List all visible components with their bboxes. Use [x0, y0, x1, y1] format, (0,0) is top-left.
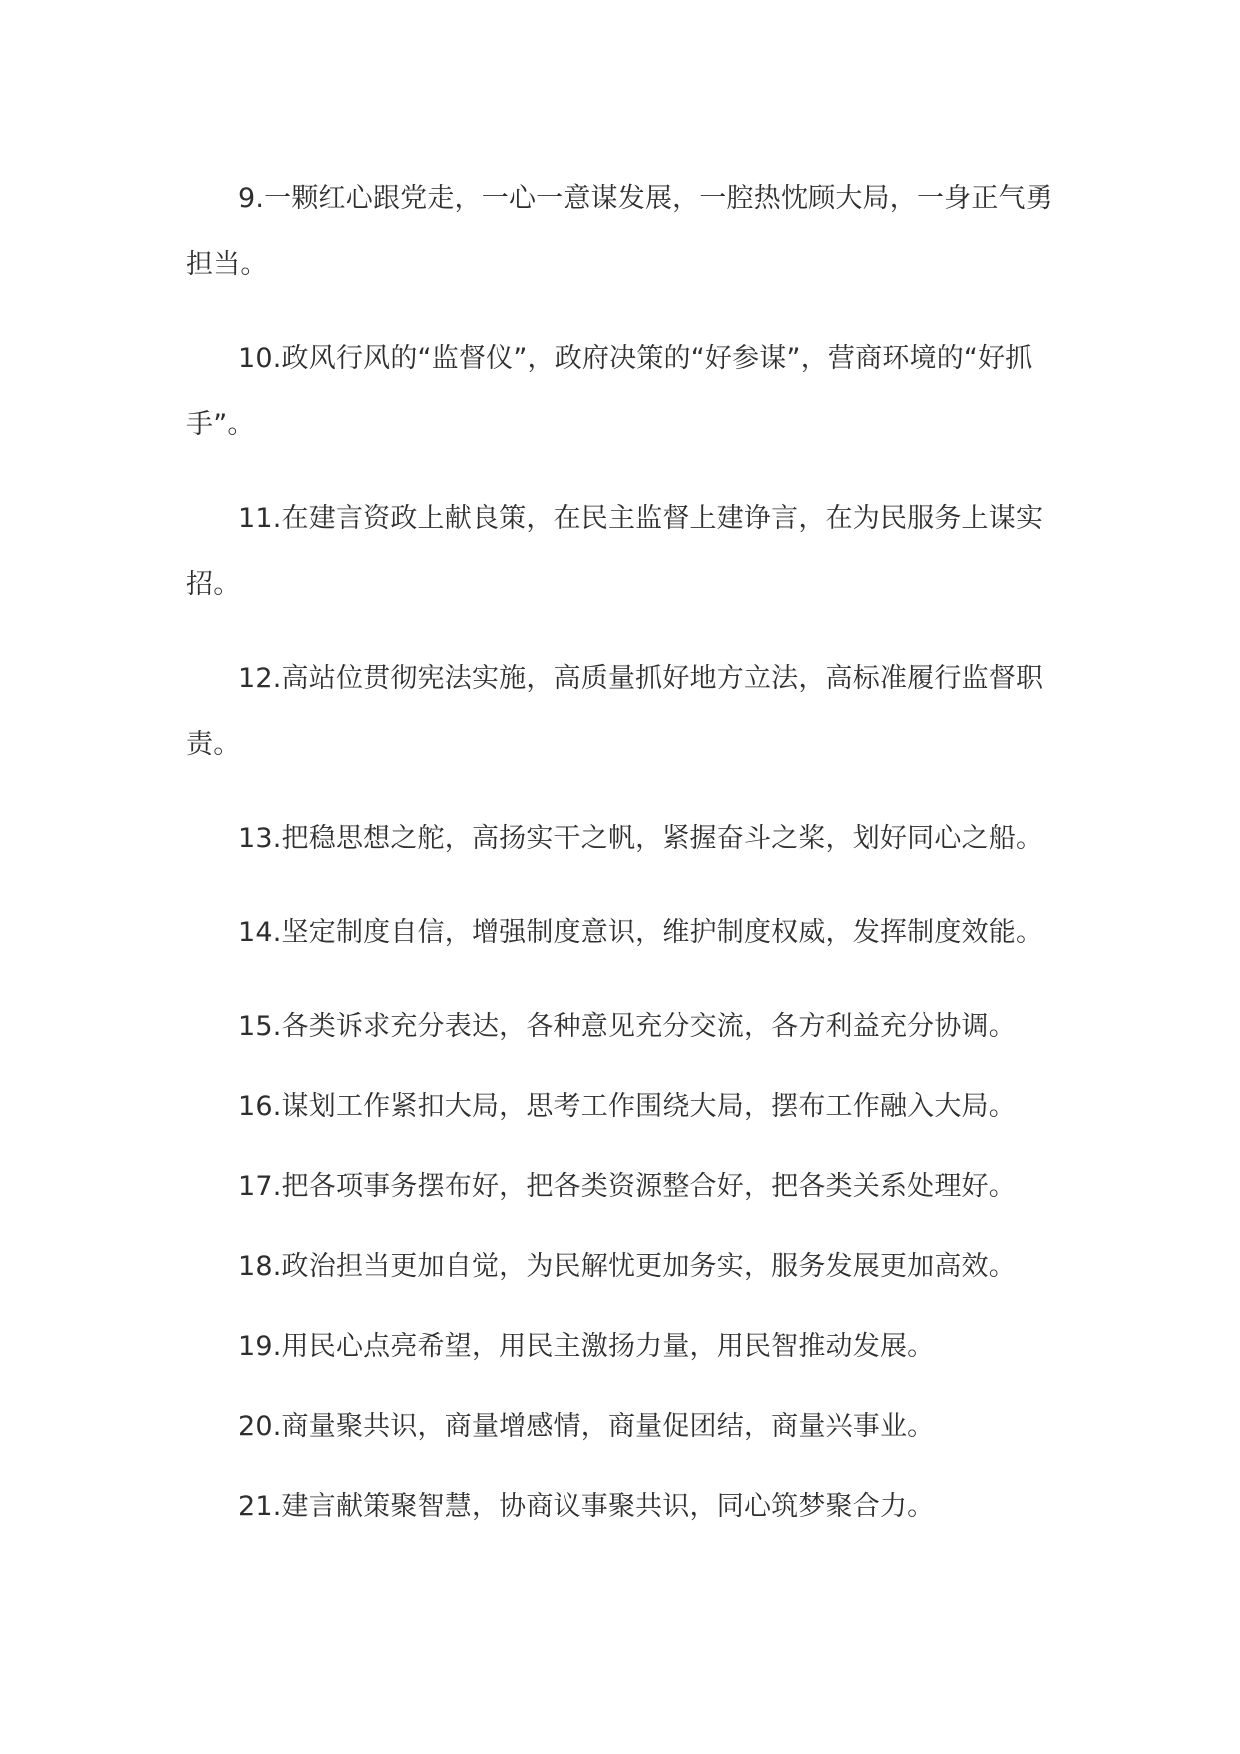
paragraph-17: 17.把各项事务摆布好，把各类资源整合好，把各类关系处理好。 — [238, 1171, 1016, 1202]
paragraph-14: 14.坚定制度自信，增强制度意识，维护制度权威，发挥制度效能。 — [238, 917, 1044, 948]
paragraph-9: 9.一颗红心跟党走，一心一意谋发展，一腔热忱顾大局，一身正气勇担当。 — [186, 183, 1053, 280]
paragraph-18: 18.政治担当更加自觉，为民解忧更加务实，服务发展更加高效。 — [238, 1251, 1016, 1282]
paragraph-16: 16.谋划工作紧扣大局，思考工作围绕大局，摆布工作融入大局。 — [238, 1091, 1016, 1122]
paragraph-19: 19.用民心点亮希望，用民主激扬力量，用民智推动发展。 — [238, 1331, 935, 1362]
paragraph-15: 15.各类诉求充分表达，各种意见充分交流，各方利益充分协调。 — [238, 1011, 1016, 1042]
paragraph-21: 21.建言献策聚智慧，协商议事聚共识，同心筑梦聚合力。 — [238, 1491, 935, 1522]
paragraph-12: 12.高站位贯彻宪法实施，高质量抓好地方立法，高标准履行监督职责。 — [186, 663, 1044, 760]
paragraph-11: 11.在建言资政上献良策，在民主监督上建诤言，在为民服务上谋实招。 — [186, 503, 1044, 600]
paragraph-10: 10.政风行风的“监督仪”，政府决策的“好参谋”，营商环境的“好抓手”。 — [186, 343, 1033, 440]
paragraph-13: 13.把稳思想之舵，高扬实干之帆，紧握奋斗之桨，划好同心之船。 — [238, 823, 1044, 854]
paragraph-20: 20.商量聚共识，商量增感情，商量促团结，商量兴事业。 — [238, 1411, 935, 1442]
document-body — [186, 166, 1066, 1554]
